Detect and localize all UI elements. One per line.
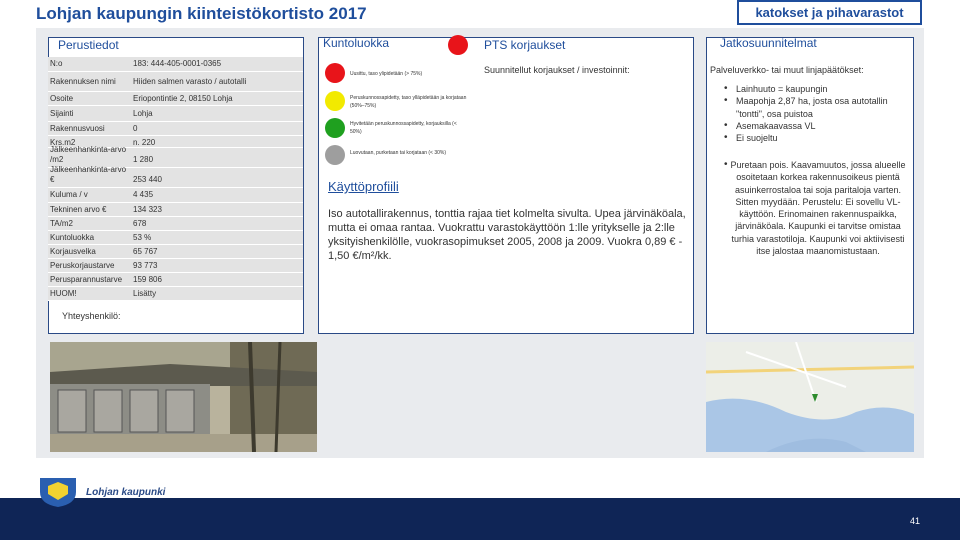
- row-key: Jälkeenhankinta-arvo €: [50, 165, 127, 184]
- row-value: 65 767: [133, 246, 158, 256]
- row-value: 4 435: [133, 190, 154, 199]
- row-key: Krs.m2: [50, 138, 76, 147]
- list-item: • Puretaan pois. Kaavamuutos, jossa alueelle osoitetaan korkea rakennusoikeus pientä asuinkerrostaloa tai soja paritaloja varten. Sitten myydään. Perustelu: Ei sovellu VL-käyttöön. Erinomainen rakennuspaikka, järvinäköala. Kaupunki ei tarvitse omistaa turhia varastotiloja. Kaupunki voi aktiivisesti itse jalostaa maanomistustaan.: [724, 159, 912, 257]
- further-bullets: [724, 83, 910, 144]
- red-light-icon: [448, 35, 468, 55]
- row-key: Sijainti: [50, 108, 74, 118]
- table-row: [48, 106, 303, 122]
- list-item: • Asemakaavassa VL: [724, 120, 910, 132]
- row-value: 678: [133, 218, 147, 228]
- light-label: Luovutaan, purketaan tai korjataan (< 30%): [350, 150, 447, 156]
- table-row: [48, 245, 303, 259]
- row-key: Kuntoluokka: [50, 232, 95, 242]
- table-row: [48, 287, 303, 301]
- basic-info-table: [48, 57, 303, 301]
- row-key: Perusparannustarve: [50, 274, 123, 284]
- table-row: [48, 72, 303, 92]
- row-key: Tekninen arvo €: [50, 205, 107, 214]
- usage-text: Iso autotallirakennus, tonttia rajaa tiet kolmelta sivulta. Upea järvinäköala, mutta ei omaa rantaa. Vuokrattu varastokäyttöön 1:lle yritykselle ja 2:lle yksityishenkilölle, vuokrasopimukset 2005, 2008 ja 2009. Vuokra 0,89 € - 1,50 €/m²/kk.: [328, 208, 686, 262]
- row-value: 93 773: [133, 260, 158, 270]
- logo-text: Lohjan kaupunki: [86, 487, 166, 498]
- row-value: Eriopontintie 2, 08150 Lohja: [133, 94, 233, 103]
- repairs-header: PTS korjaukset: [484, 38, 566, 52]
- table-row: [48, 188, 303, 203]
- table-row: [48, 92, 303, 106]
- further-intro: Palveluverkko- tai muut linjapäätökset:: [710, 65, 864, 75]
- row-value: 1 280: [133, 155, 154, 164]
- lohja-crest-icon: [38, 476, 78, 513]
- light-label: Uusittu, taso ylipidetään (> 75%): [350, 71, 423, 77]
- table-row: [48, 165, 303, 188]
- row-key: Peruskorjaustarve: [50, 260, 115, 270]
- row-value: 0: [133, 124, 138, 133]
- green-light-icon: [325, 118, 345, 138]
- repairs-label: Suunnitellut korjaukset / investoinnit:: [484, 65, 630, 75]
- basic-info-header: Perustiedot: [58, 38, 119, 52]
- table-row: [48, 217, 303, 231]
- red-light-icon: [325, 63, 345, 83]
- table-row: [48, 259, 303, 273]
- row-key: N:o: [50, 59, 63, 68]
- row-value: 53 %: [133, 232, 152, 242]
- row-value: 183: 444-405-0001-0365: [133, 59, 222, 68]
- gray-light-icon: [325, 145, 345, 165]
- row-value: Lisätty: [133, 288, 157, 298]
- yellow-light-icon: [325, 91, 345, 111]
- page-number: 41: [909, 516, 920, 526]
- location-map: [706, 342, 914, 452]
- table-row: [48, 57, 303, 72]
- row-value: 253 440: [133, 175, 162, 184]
- row-key: Jälkeenhankinta-arvo /m2: [50, 145, 127, 164]
- condition-header: Kuntoluokka: [323, 36, 390, 50]
- row-key: Kuluma / v: [50, 190, 88, 199]
- table-row: [48, 231, 303, 245]
- table-row: [48, 122, 303, 136]
- table-row: [48, 273, 303, 287]
- page-title: Lohjan kaupungin kiinteistökortisto 2017: [36, 4, 367, 23]
- building-photo: [50, 342, 317, 452]
- row-value: n. 220: [133, 138, 156, 147]
- list-item: • Ei suojeltu: [724, 132, 910, 144]
- list-item: • Lainhuuto = kaupungin: [724, 83, 910, 95]
- row-key: HUOM!: [50, 288, 77, 298]
- row-key: Osoite: [50, 94, 74, 103]
- category-label: katokset ja pihavarastot: [737, 0, 922, 25]
- light-label: Peruskunnossapidetty, taso ylläpidetään ja korjataan (50%–75%): [350, 95, 467, 109]
- row-key: Korjausvelka: [50, 246, 96, 256]
- contact-panel: [48, 306, 914, 336]
- further-bullets-2: [724, 159, 912, 257]
- row-value: Hiiden salmen varasto / autotalli: [133, 76, 247, 86]
- row-value: 159 806: [133, 274, 162, 284]
- contact-label: Yhteyshenkilö:: [62, 311, 121, 321]
- footer-bar: [0, 498, 960, 540]
- row-key: TA/m2: [50, 218, 73, 228]
- table-row: [48, 203, 303, 217]
- usage-header: Käyttöprofiili: [328, 179, 399, 194]
- light-label: Hyvitetään peruskunnossapidetty, korjauksilla (< 50%): [350, 121, 457, 135]
- list-item: • Maapohja 2,87 ha, josta osa autotallin "tontti", osa puistoa: [724, 95, 910, 120]
- row-key: Rakennusvuosi: [50, 124, 105, 133]
- row-value: Lohja: [133, 108, 153, 118]
- row-key: Rakennuksen nimi: [50, 76, 116, 86]
- further-plans-header: Jatkosuunnitelmat: [720, 36, 817, 50]
- row-value: 134 323: [133, 205, 162, 214]
